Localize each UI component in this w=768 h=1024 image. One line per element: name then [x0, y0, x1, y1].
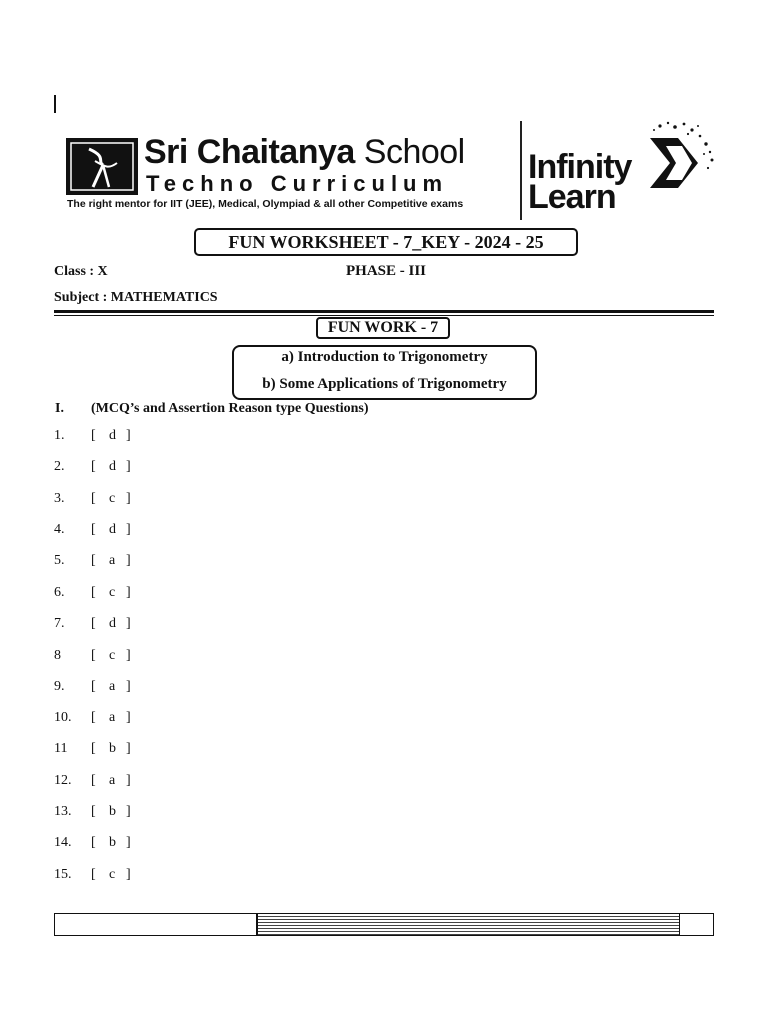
bracket-close: ] — [126, 491, 131, 506]
partner-logo-line2: Learn — [528, 178, 616, 216]
question-number: 5. — [54, 553, 65, 568]
answer-value: d — [109, 616, 116, 631]
answer-row — [54, 612, 254, 636]
bracket-close: ] — [126, 553, 131, 568]
section-number: I. — [55, 401, 64, 416]
answer-value: a — [109, 773, 116, 788]
bracket-open: [ — [91, 835, 96, 850]
answer-value: d — [109, 522, 116, 537]
bracket-open: [ — [91, 710, 96, 725]
answer-value: a — [109, 710, 116, 725]
bracket-close: ] — [126, 648, 131, 663]
bracket-close: ] — [126, 616, 131, 631]
partner-logo-line1: Infinity — [528, 148, 632, 186]
bracket-close: ] — [126, 522, 131, 537]
text-cursor-mark — [54, 95, 56, 113]
answer-value: c — [109, 648, 116, 663]
bracket-close: ] — [126, 804, 131, 819]
school-logo-icon — [66, 138, 138, 195]
topic-b: b) Some Applications of Trigonometry — [262, 376, 507, 392]
bracket-close: ] — [126, 741, 131, 756]
answer-value: c — [109, 491, 116, 506]
bracket-close: ] — [126, 585, 131, 600]
phase-label: PHASE - III — [346, 263, 427, 279]
answer-value: b — [109, 741, 116, 756]
question-number: 10. — [54, 710, 72, 725]
bracket-open: [ — [91, 585, 96, 600]
bracket-close: ] — [126, 773, 131, 788]
question-number: 12. — [54, 773, 72, 788]
bracket-open: [ — [91, 459, 96, 474]
bracket-open: [ — [91, 741, 96, 756]
answer-value: b — [109, 835, 116, 850]
partner-logo-arrow-icon — [640, 118, 720, 198]
bracket-open: [ — [91, 679, 96, 694]
bracket-open: [ — [91, 773, 96, 788]
answer-row — [54, 518, 254, 542]
question-number: 14. — [54, 835, 72, 850]
bracket-open: [ — [91, 553, 96, 568]
answer-value: d — [109, 459, 116, 474]
answer-row — [54, 581, 254, 605]
question-number: 9. — [54, 679, 65, 694]
bracket-open: [ — [91, 616, 96, 631]
answer-row — [54, 644, 254, 668]
question-number: 1. — [54, 428, 65, 443]
header-rule-thick — [54, 310, 714, 313]
question-number: 7. — [54, 616, 65, 631]
answer-value: c — [109, 585, 116, 600]
answer-value: c — [109, 867, 116, 882]
bracket-close: ] — [126, 867, 131, 882]
subject-label: Subject : MATHEMATICS — [54, 290, 218, 305]
bracket-open: [ — [91, 648, 96, 663]
bracket-open: [ — [91, 804, 96, 819]
question-number: 4. — [54, 522, 65, 537]
bracket-open: [ — [91, 867, 96, 882]
bracket-close: ] — [126, 679, 131, 694]
answer-value: a — [109, 679, 116, 694]
answer-row — [54, 424, 254, 448]
question-number: 8 — [54, 648, 61, 663]
logo-divider — [520, 121, 522, 220]
bracket-open: [ — [91, 491, 96, 506]
bracket-close: ] — [126, 835, 131, 850]
answer-row — [54, 800, 254, 824]
question-number: 15. — [54, 867, 72, 882]
topic-a: a) Introduction to Trigonometry — [281, 349, 488, 365]
footer-stripes — [258, 914, 679, 935]
question-number: 3. — [54, 491, 65, 506]
bracket-close: ] — [126, 428, 131, 443]
worksheet-title: FUN WORKSHEET - 7_KEY - 2024 - 25 — [194, 228, 578, 256]
answer-value: d — [109, 428, 116, 443]
bracket-close: ] — [126, 710, 131, 725]
bracket-open: [ — [91, 522, 96, 537]
answer-row — [54, 487, 254, 511]
question-number: 2. — [54, 459, 65, 474]
school-tagline: The right mentor for IIT (JEE), Medical, Olympiad & all other Competitive exams — [67, 198, 464, 210]
bracket-close: ] — [126, 459, 131, 474]
footer-left-panel — [55, 914, 258, 935]
answer-row — [54, 455, 254, 479]
footer-right-panel — [679, 914, 713, 935]
answer-row — [54, 675, 254, 699]
question-number: 11 — [54, 741, 68, 756]
fun-work-heading: FUN WORK - 7 — [316, 317, 450, 339]
answer-row — [54, 769, 254, 793]
answer-value: b — [109, 804, 116, 819]
class-label: Class : X — [54, 264, 108, 279]
answer-row — [54, 831, 254, 855]
curriculum-name: Techno Curriculum — [146, 171, 449, 196]
topics-box — [232, 345, 537, 400]
answer-value: a — [109, 553, 116, 568]
question-number: 6. — [54, 585, 65, 600]
section-title: (MCQ’s and Assertion Reason type Questions) — [91, 401, 369, 416]
question-number: 13. — [54, 804, 72, 819]
header-rule-thin — [54, 315, 714, 316]
footer-bar — [54, 913, 714, 936]
answer-row — [54, 706, 254, 730]
answer-row — [54, 549, 254, 573]
bracket-open: [ — [91, 428, 96, 443]
answer-row — [54, 737, 254, 761]
answer-row — [54, 863, 254, 887]
school-name: Sri Chaitanya School — [144, 133, 465, 171]
